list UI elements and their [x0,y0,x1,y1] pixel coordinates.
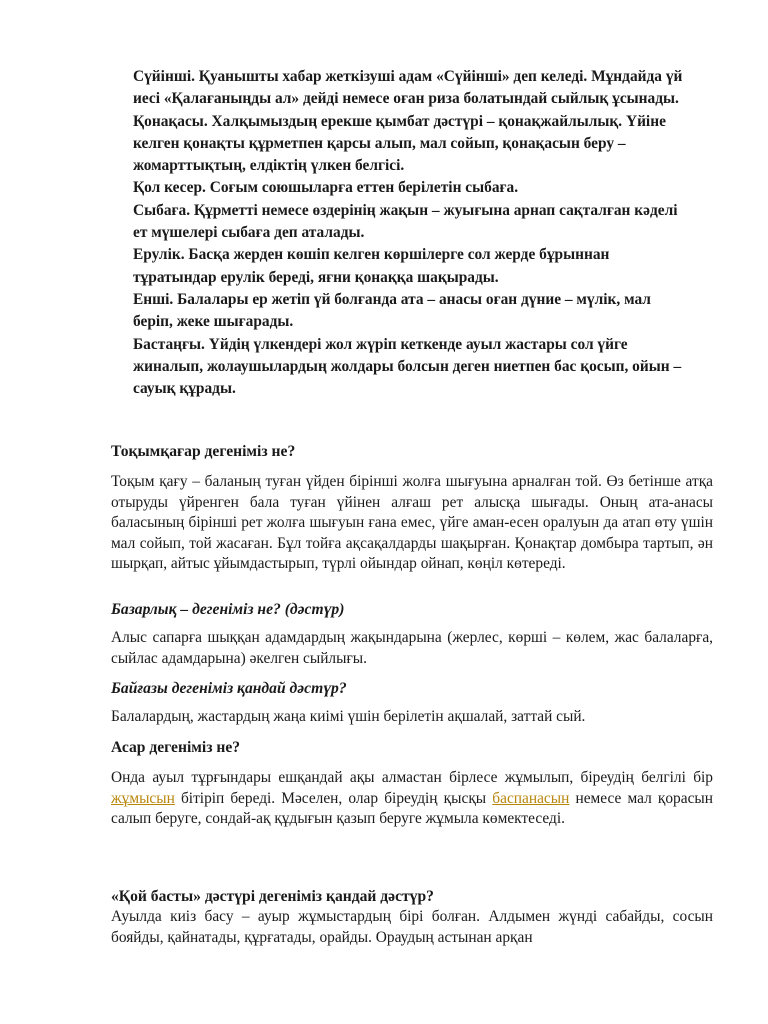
paragraph-baigazy: Балалардың, жастардың жаңа киімі үшін берілетін ақшалай, заттай сый. [111,708,586,725]
custom-sybaga: Сыбаға. Құрметті немесе өздерінің жақын – жуығына арнап сақталған кәделі ет мүшелері сыбаға деп аталады. [133,201,678,242]
heading-bazarlyk: Базарлық – дегеніміз не? (дәстүр) [111,601,345,618]
paragraph-asar [111,768,713,830]
heading-tokymkagar: Тоқымқағар дегеніміз не? [111,443,296,460]
custom-suiinshi: Сүйінші. Қуанышты хабар жеткізуші адам «Сүйінші» деп келеді. Мұндайда үй иесі «Қалағаныңды ал» дейді немесе оған риза болатындай сыйлық ұсынады. [133,68,683,108]
link-baspanasyn[interactable]: баспанасын [492,789,570,807]
paragraph-tokymkagar: Тоқым қағу – баланың туған үйден бірінші жолға шығуына арналған той. Өз бетінше атқа отыруды үйренген бала туған үйінен алғаш рет алысқа шығады. Оның ата-анасы баласының бірінші рет жолға шығуын ғана емес, үйге аман-есен оралуын да атап өту үшін мал сойып, той жасаған. Бұл тойға ақсақалдарды шақырған. Қонақтар домбыра тартып, ән шырқап, айтыс ұйымдастырып, түрлі ойындар ойнап, көңіл көтереді. [111,473,713,573]
customs-list [133,66,693,400]
custom-konakasy: Қонақасы. Халқымыздың ерекше қымбат дәстүрі – қонақжайлылық. Үйіне келген қонақты құрметпен қарсы алып, мал сойып, қонақасын беру – жомарттықтың, елдіктің үлкен белгісі. [133,112,666,175]
asar-text-part-3: немесе мал қорасын салып беруге, сондай-ақ құдығын қазып беруге жұмыла көмектеседі. [111,789,713,828]
link-zhumysyn[interactable]: жұмысын [111,789,175,807]
heading-koi-basty: «Қой басты» дәстүрі дегеніміз қандай дәстүр? [111,888,434,905]
custom-enshi: Енші. Балалары ер жетіп үй болғанда ата – анасы оған дүние – мүлік, мал беріп, жеке шығарады. [133,290,651,331]
heading-baigazy: Байғазы дегеніміз қандай дәстүр? [111,680,347,697]
asar-text-part-2: бітіріп береді. Мәселен, олар біреудің қысқы [174,789,493,807]
custom-bastangy: Бастаңғы. Үйдің үлкендері жол жүріп кеткенде ауыл жастары сол үйге жиналып, жолаушылардың жолдары болсын деген ниетпен бас қосып, ойын – сауық құрады. [133,335,682,398]
custom-eruilik: Ерулік. Басқа жерден көшіп келген көршілерге сол жерде бұрыннан тұратындар ерулік береді, яғни қонаққа шақырады. [133,246,610,286]
asar-text-part-1: Онда ауыл тұрғындары ешқандай ақы алмастан бірлесе жұмылып, біреудің белгілі бір [111,769,713,786]
paragraph-bazarlyk: Алыс сапарға шыққан адамдардың жақындарына (жерлес, көрші – көлем, жас балаларға, сыйлас адамдарына) әкелген сыйлығы. [111,629,713,667]
paragraph-koi-basty: Ауылда киіз басу – ауыр жұмыстардың бірі болған. Алдымен жүнді сабайды, сосын бояйды, қайнатады, құрғатады, орайды. Ораудың астынан арқан [111,908,713,946]
custom-kol-keser: Қол кесер. Соғым союшыларға еттен берілетін сыбаға. [133,179,519,197]
heading-asar: Асар дегеніміз не? [111,739,241,756]
